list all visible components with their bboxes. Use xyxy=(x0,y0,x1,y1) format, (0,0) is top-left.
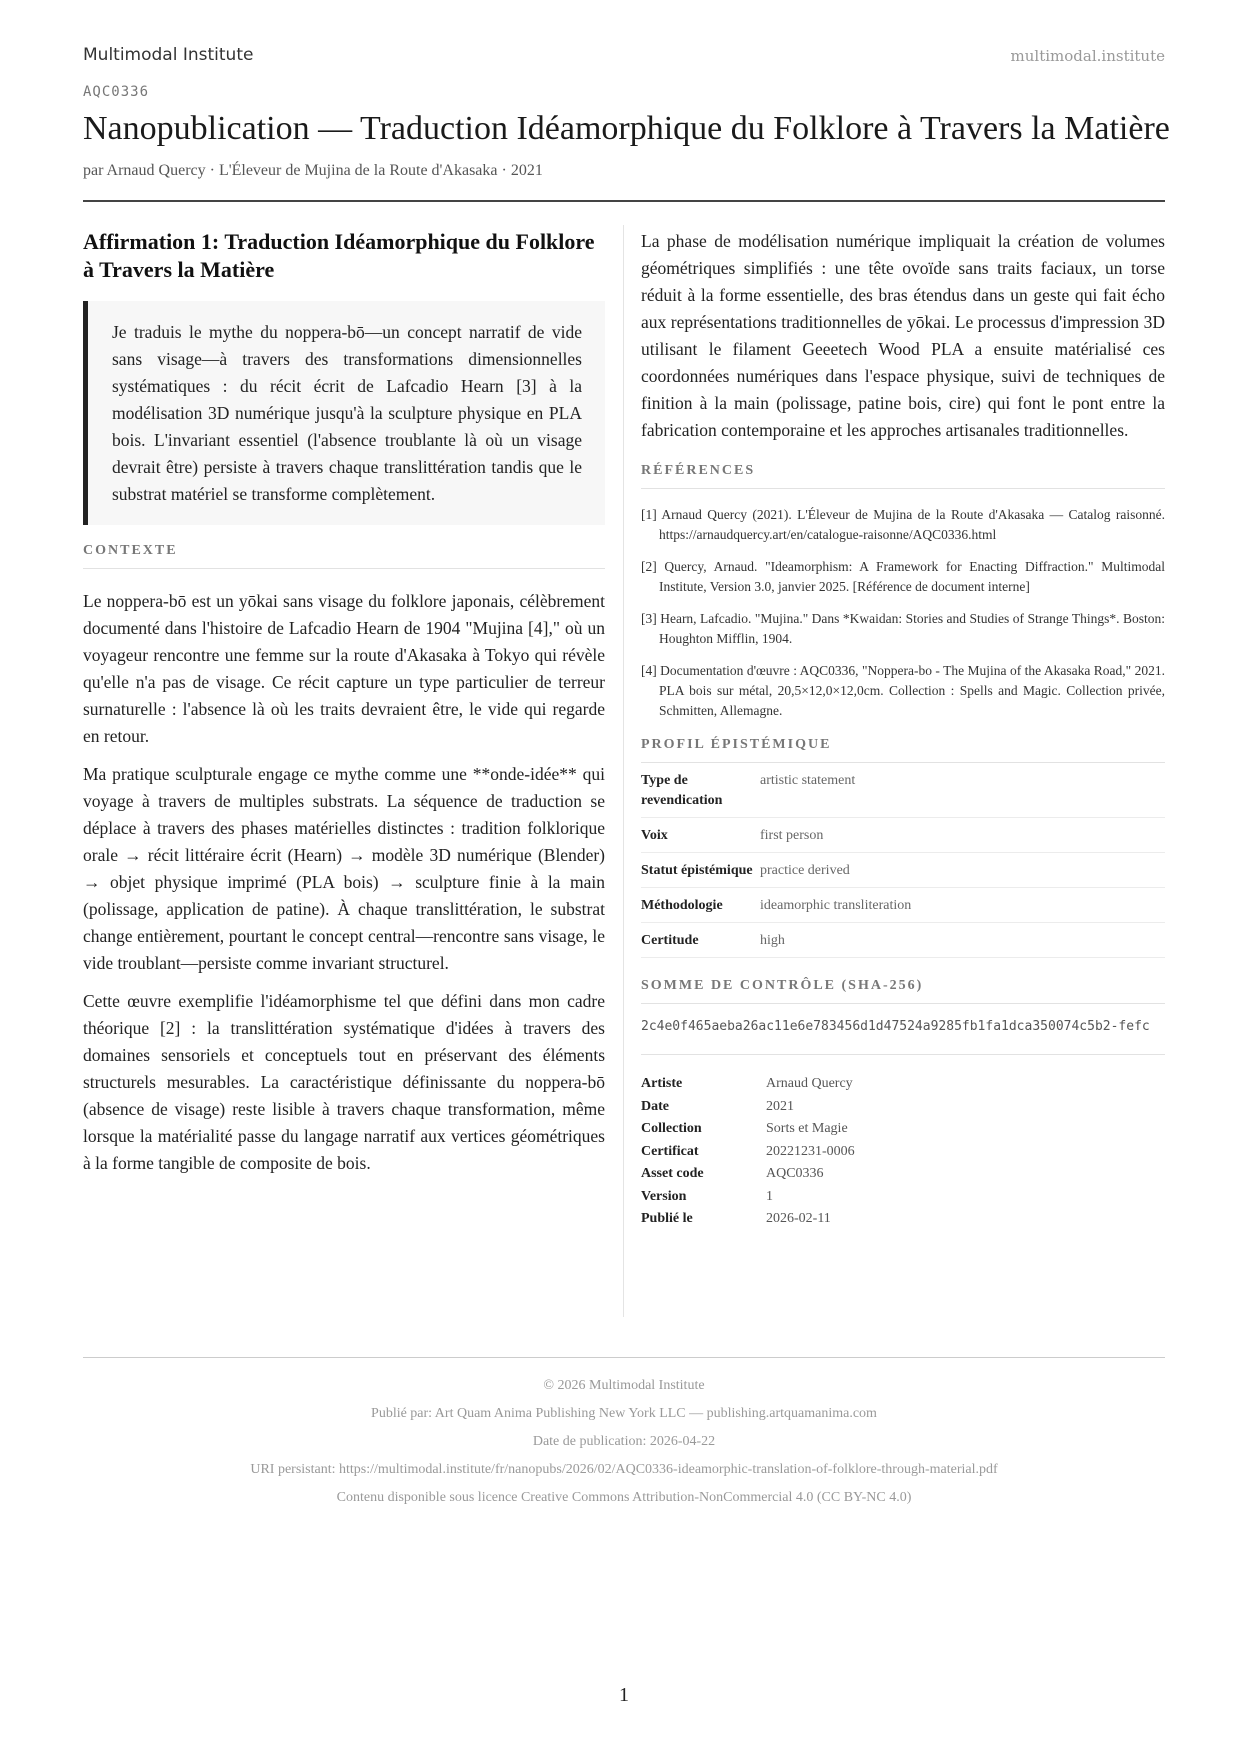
profile-row xyxy=(641,923,1165,958)
checksum-value: 2c4e0f465aeba26ac11e6e783456d1d47524a9285fb1fa1dca350074c5b2-fefc xyxy=(641,1004,1165,1055)
metadata-value: 2026-02-11 xyxy=(766,1211,831,1226)
right-column xyxy=(641,228,1165,1231)
metadata-key: Publié le xyxy=(641,1211,693,1226)
profile-key: Certitude xyxy=(641,933,699,948)
metadata-value: 1 xyxy=(766,1188,773,1204)
reference-item: [4] Documentation d'œuvre : AQC0336, "Noppera-bo - The Mujina of the Akasaka Road," 2021. PLA bois sur métal, 20,5×12,0×12,0cm. Collection : Spells and Magic. Collection privée, Schmitten, Allemagne. xyxy=(641,663,1165,718)
page-footer xyxy=(83,1376,1165,1516)
profile-value: practice derived xyxy=(760,863,850,878)
profile-row xyxy=(641,763,1165,818)
page-number: 1 xyxy=(619,1684,629,1706)
column-divider xyxy=(623,225,624,1317)
metadata-key: Date xyxy=(641,1098,669,1114)
references-heading: RÉFÉRENCES xyxy=(641,463,1165,489)
profile-key: Type de revendication xyxy=(641,773,723,808)
metadata-row xyxy=(641,1096,1165,1119)
metadata-row xyxy=(641,1163,1165,1186)
metadata-key: Asset code xyxy=(641,1166,704,1181)
profile-row xyxy=(641,853,1165,888)
metadata-row xyxy=(641,1141,1165,1164)
metadata-key: Certificat xyxy=(641,1143,699,1159)
profile-value: first person xyxy=(760,828,824,843)
footer-publication-date: Date de publication: 2026-04-22 xyxy=(532,1434,716,1449)
metadata-value: Sorts et Magie xyxy=(766,1121,848,1136)
checksum-heading: SOMME DE CONTRÔLE (SHA-256) xyxy=(641,978,1165,1004)
profile-key: Statut épistémique xyxy=(641,863,753,878)
profile-value: ideamorphic transliteration xyxy=(760,898,912,913)
metadata-table xyxy=(641,1073,1165,1231)
profile-key: Méthodologie xyxy=(641,898,723,913)
footer-publisher: Publié par: Art Quam Anima Publishing New York LLC — publishing.artquamanima.com xyxy=(371,1406,877,1421)
context-paragraph: Le noppera-bō est un yōkai sans visage du folklore japonais, célèbrement documenté dans l'histoire de Lafcadio Hearn de 1904 "Mujina [4]," où un voyageur rencontre une femme sur la route d'Akasaka à Tokyo qui révèle qu'elle n'a pas de visage. Ce récit capture un type particulier de terreur surnaturelle : l'absence là où les traits devraient être, le vide qui regarde en retour. xyxy=(83,591,605,746)
metadata-key: Artiste xyxy=(641,1076,683,1091)
site-domain: multimodal.institute xyxy=(1010,47,1165,65)
title-divider xyxy=(83,200,1165,202)
document-page xyxy=(83,0,1170,1754)
context-paragraph: Ma pratique sculpturale engage ce mythe comme une **onde-idée** qui voyage à travers de multiples substrats. La séquence de traduction se déplace à travers des phases matérielles distinctes : tradition folklorique orale → récit littéraire écrit (Hearn) → modèle 3D numérique (Blender) → objet physique imprimé (PLA bois) → sculpture finie à la main (polissage, application de patine). À chaque translittération, le substrat change entièrement, pourtant le concept central—rencontre sans visage, le vide troublant—persiste comme invariant structurel. xyxy=(83,764,605,973)
profile-value: artistic statement xyxy=(760,773,856,788)
reference-item: [3] Hearn, Lafcadio. "Mujina." Dans *Kwaidan: Stories and Studies of Strange Things*. Boston: Houghton Mifflin, 1904. xyxy=(641,611,1165,646)
metadata-value: Arnaud Quercy xyxy=(766,1076,853,1091)
references-list xyxy=(641,505,1165,721)
metadata-value: 2021 xyxy=(766,1098,794,1114)
claim-quote: Je traduis le mythe du noppera-bō—un concept narratif de vide sans visage—à travers des transformations dimensionnelles systématiques : du récit écrit de Lafcadio Hearn [3] à la modélisation 3D numérique jusqu'à la sculpture physique en PLA bois. L'invariant essentiel (l'absence troublante là où un visage devrait être) persiste à travers chaque translittération tandis que le substrat matériel se transforme complètement. xyxy=(83,301,605,525)
context-heading: CONTEXTE xyxy=(83,543,605,569)
metadata-key: Version xyxy=(641,1188,687,1204)
footer-copyright: © 2026 Multimodal Institute xyxy=(543,1378,705,1393)
claim-title: Affirmation 1: Traduction Idéamorphique du Folklore à Travers la Matière xyxy=(83,229,595,282)
profile-row xyxy=(641,888,1165,923)
metadata-row xyxy=(641,1118,1165,1141)
profile-value: high xyxy=(760,933,785,948)
profile-row xyxy=(641,818,1165,853)
reference-item: [1] Arnaud Quercy (2021). L'Éleveur de Mujina de la Route d'Akasaka — Catalog raisonné. https://arnaudquercy.art/en/catalogue-raisonne/AQC0336.html xyxy=(641,507,1165,542)
left-column xyxy=(83,228,605,1177)
epistemic-profile-table xyxy=(641,763,1165,958)
asset-code: AQC0336 xyxy=(83,84,150,100)
metadata-value: AQC0336 xyxy=(766,1166,824,1181)
context-continuation: La phase de modélisation numérique impliquait la création de volumes géométriques simplifiés : une tête ovoïde sans traits faciaux, un torse réduit à la forme essentielle, des bras étendus dans un geste qui fait écho aux représentations traditionnelles de yōkai. Le processus d'impression 3D utilisant le filament Geeetech Wood PLA a ensuite matérialisé ces coordonnées numériques dans l'espace physique, suivi de techniques de finition à la main (polissage, patine bois, cire) qui font le pont entre la fabrication contemporaine et les approches artisanales traditionnelles. xyxy=(641,231,1165,440)
byline: par Arnaud Quercy · L'Éleveur de Mujina de la Route d'Akasaka · 2021 xyxy=(83,162,543,179)
footer-persistent-uri: URI persistant: https://multimodal.institute/fr/nanopubs/2026/02/AQC0336-ideamorphic-translation-of-folklore-through-material.pdf xyxy=(250,1462,998,1477)
footer-divider xyxy=(83,1357,1165,1358)
reference-item: [2] Quercy, Arnaud. "Ideamorphism: A Framework for Enacting Diffraction." Multimodal Institute, Version 3.0, janvier 2025. [Référence de document interne] xyxy=(641,559,1165,594)
page-title: Nanopublication — Traduction Idéamorphique du Folklore à Travers la Matière xyxy=(83,110,1170,147)
institute-name: Multimodal Institute xyxy=(83,45,254,65)
metadata-row xyxy=(641,1073,1165,1096)
page-header xyxy=(83,45,1165,69)
profile-key: Voix xyxy=(641,828,668,843)
metadata-value: 20221231-0006 xyxy=(766,1143,855,1159)
metadata-key: Collection xyxy=(641,1121,702,1136)
metadata-row xyxy=(641,1186,1165,1209)
context-paragraph: Cette œuvre exemplifie l'idéamorphisme tel que défini dans mon cadre théorique [2] : la translittération systématique d'idées à travers des domaines sensoriels et conceptuels tout en préservant des éléments structurels mesurables. La caractéristique définissante du noppera-bō (absence de visage) reste lisible à travers chaque transformation, même lorsque la matérialité passe du langage narratif aux vertices géométriques à la forme tangible de composite de bois. xyxy=(83,991,605,1173)
footer-license: Contenu disponible sous licence Creative Commons Attribution-NonCommercial 4.0 (CC BY-NC 4.0) xyxy=(336,1490,912,1505)
metadata-row xyxy=(641,1208,1165,1231)
epistemic-profile-heading: PROFIL ÉPISTÉMIQUE xyxy=(641,737,1165,763)
